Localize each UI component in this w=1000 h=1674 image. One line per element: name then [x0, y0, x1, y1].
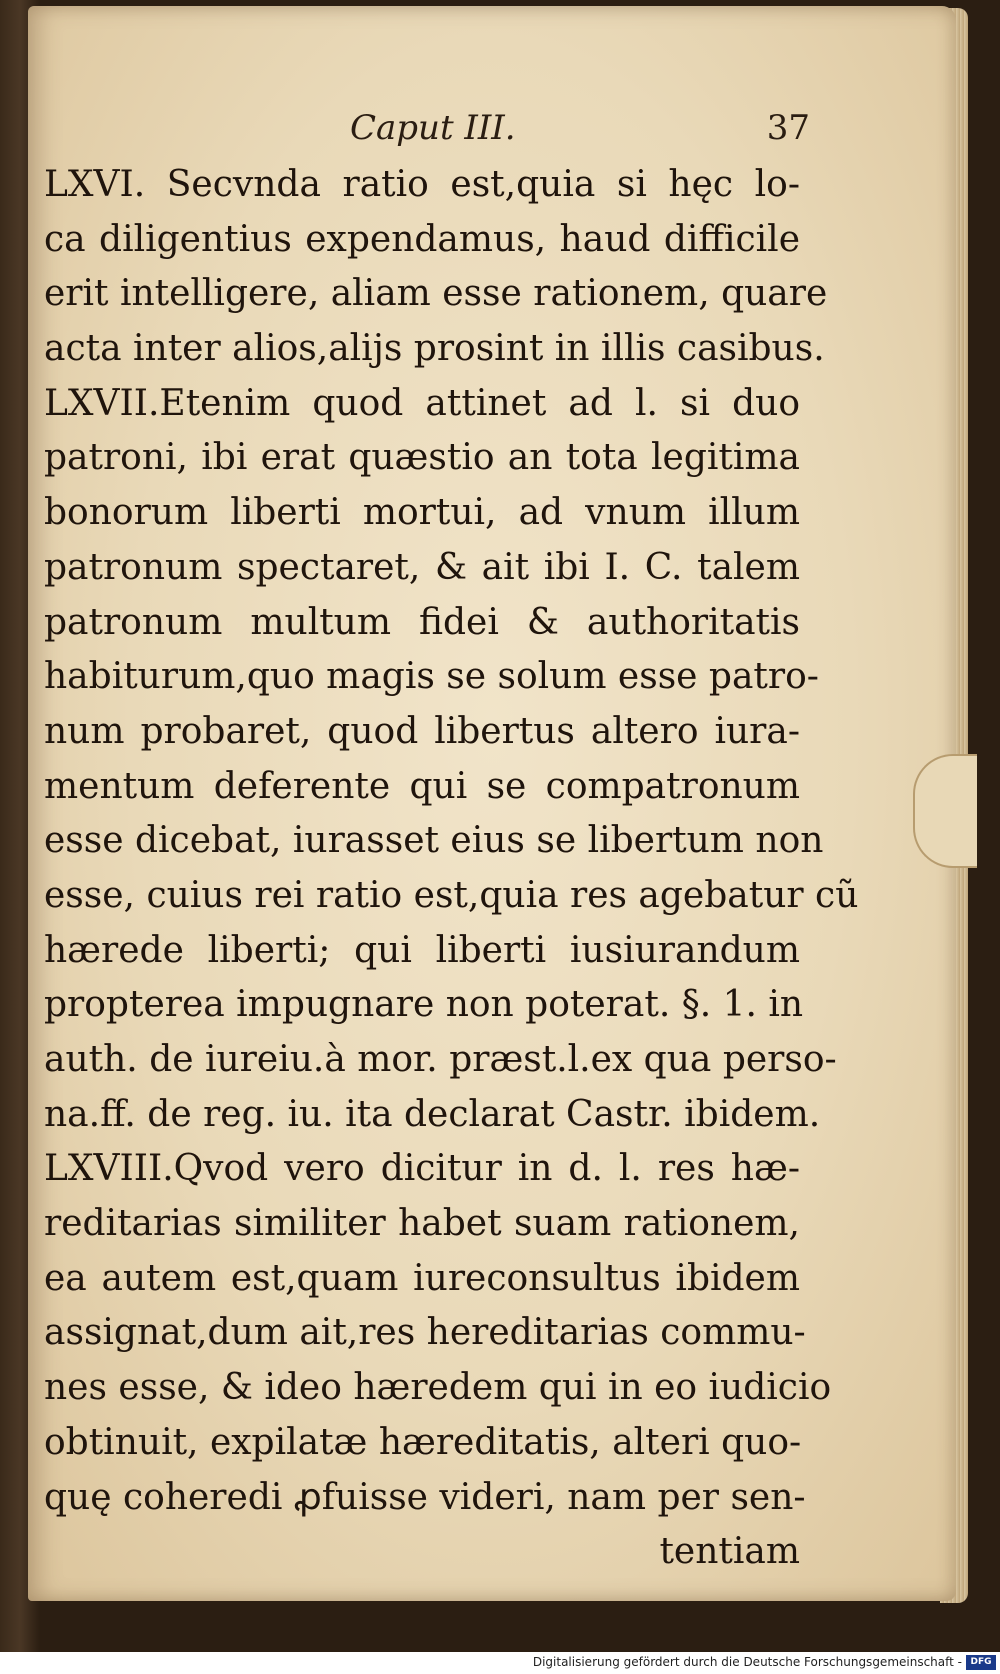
text-line: hærede liberti; qui liberti iusiurandum	[44, 929, 800, 971]
text-line: esse dicebat, iurasset eius se libertum non	[44, 820, 824, 862]
text-line: propterea impugnare non poterat. §. 1. in	[44, 984, 804, 1026]
text-line: LXVI. Secvnda ratio est,quia si hęc lo-	[44, 164, 800, 205]
page-header	[70, 108, 810, 154]
text-line: quę coheredi ꝓfuisse videri, nam per sen-	[44, 1476, 806, 1518]
text-line: patronum multum fidei & authoritatis	[44, 601, 800, 643]
text-line: erit intelligere, aliam esse rationem, quare	[44, 273, 828, 315]
text-line: nes esse, & ideo hæredem qui in eo iudicio	[44, 1367, 832, 1409]
page-tab	[913, 754, 977, 868]
text-line: reditarias similiter habet suam rationem,	[44, 1203, 800, 1245]
footer-bar	[0, 1652, 1000, 1674]
text-line: assignat,dum ait,res hereditarias commu-	[44, 1312, 806, 1354]
text-line: LXVII.Etenim quod attinet ad l. si duo	[44, 382, 800, 424]
text-line: habiturum,quo magis se solum esse patro-	[44, 656, 819, 698]
text-line: bonorum liberti mortui, ad vnum illum	[44, 492, 800, 534]
text-line: acta inter alios,alijs prosint in illis casibus.	[44, 328, 825, 370]
text-line: num probaret, quod libertus altero iura-	[44, 710, 800, 752]
text-line: esse, cuius rei ratio est,quia res agebatur cũ	[44, 874, 859, 916]
body-text	[44, 158, 859, 1580]
catchword: tentiam	[659, 1531, 800, 1573]
text-line: na.ff. de reg. iu. ita declarat Castr. ibidem.	[44, 1093, 821, 1135]
text-line: LXVIII.Qvod vero dicitur in d. l. res hæ-	[44, 1148, 800, 1190]
text-line: patronum spectaret, & ait ibi I. C. talem	[44, 546, 800, 588]
text-line: obtinuit, expilatæ hæreditatis, alteri quo-	[44, 1421, 802, 1463]
dfg-logo: DFG	[966, 1655, 996, 1670]
text-line: mentum deferente qui se compatronum	[44, 765, 800, 807]
running-head: Caput III.	[350, 108, 516, 148]
text-line: ea autem est,quam iureconsultus ibidem	[44, 1257, 800, 1299]
funding-credit: Digitalisierung gefördert durch die Deutsche Forschungsgemeinschaft -	[532, 1655, 962, 1669]
text-line: auth. de iureiu.à mor. præst.l.ex qua perso-	[44, 1039, 837, 1080]
text-line: patroni, ibi erat quæstio an tota legitima	[44, 437, 800, 479]
text-line: ca diligentius expendamus, haud difficile	[44, 218, 800, 260]
page-number: 37	[766, 108, 810, 148]
